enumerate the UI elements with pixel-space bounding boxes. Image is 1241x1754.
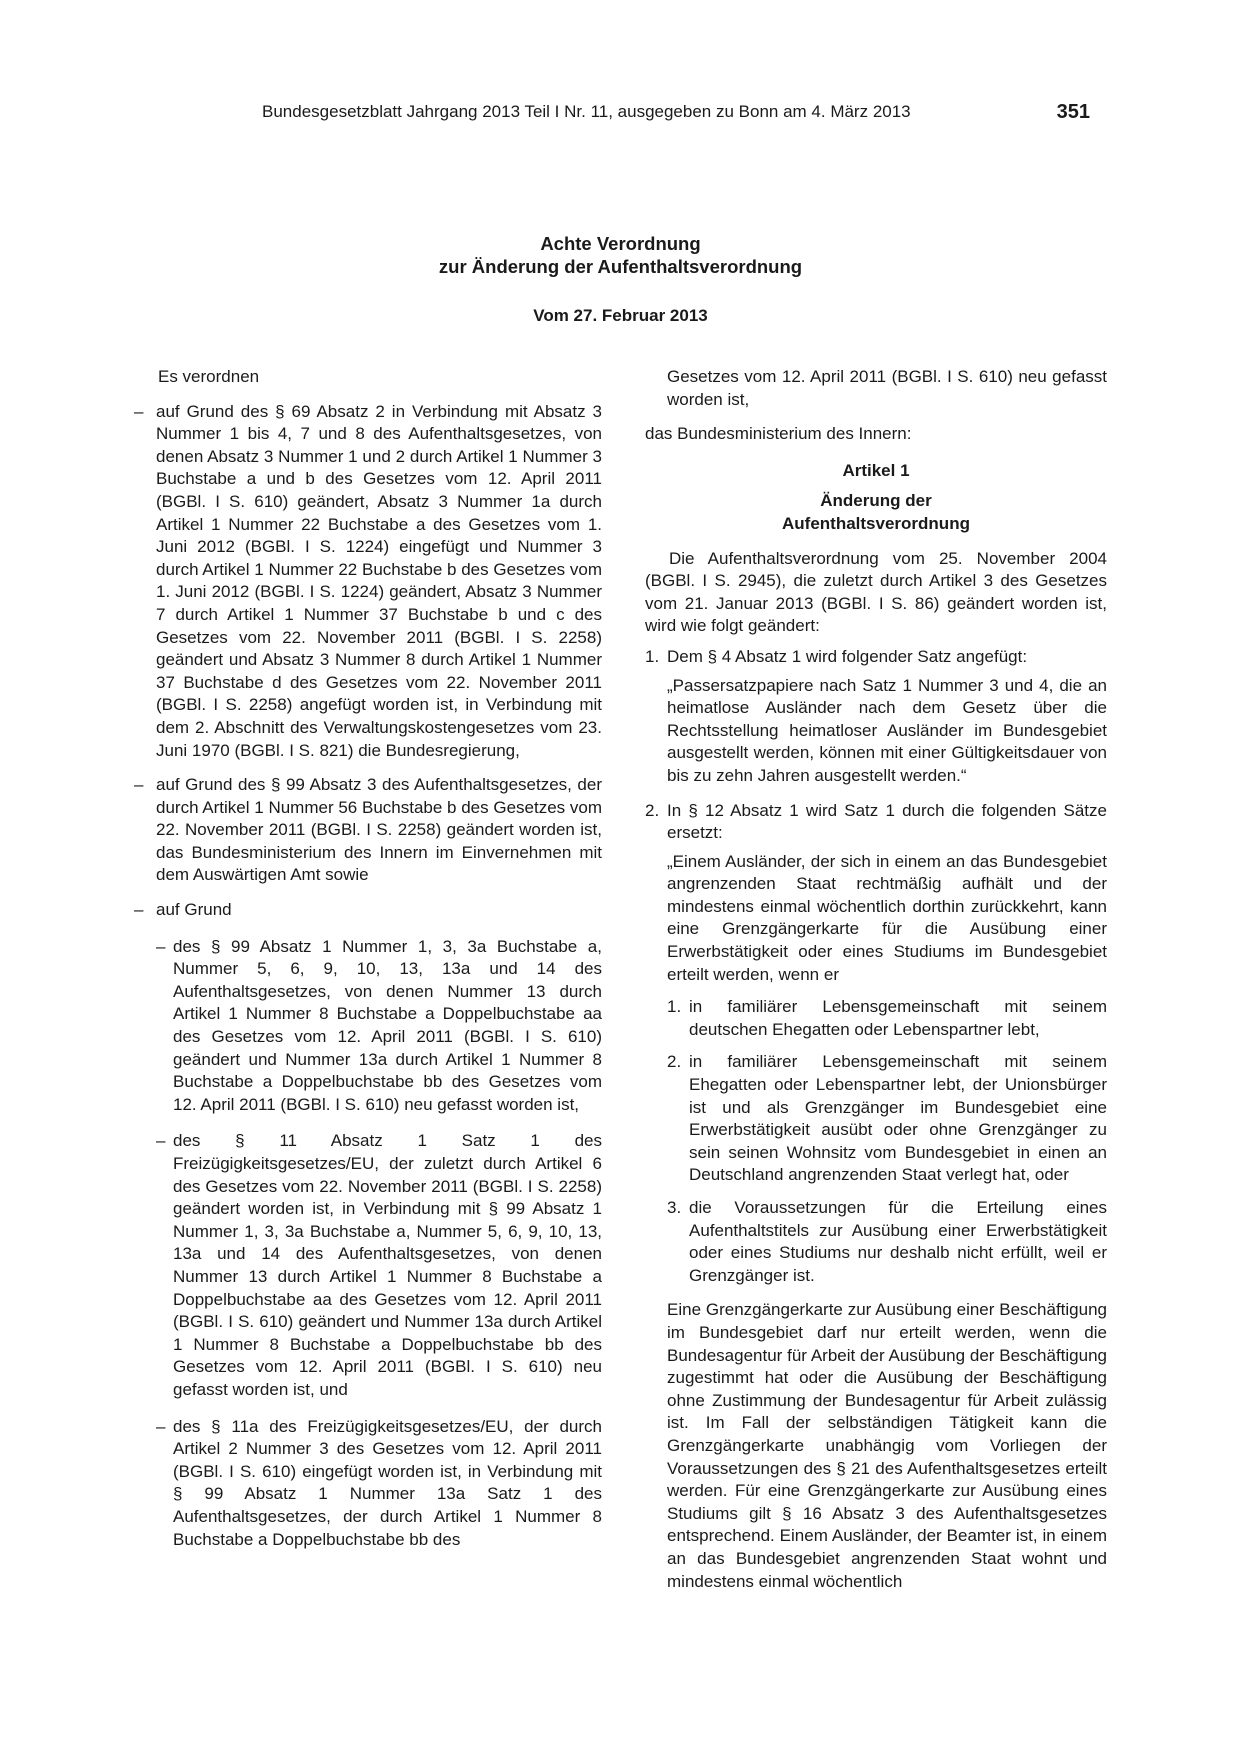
dash-marker: – <box>134 401 144 421</box>
authority-sub-item <box>156 936 602 1117</box>
article-title: Artikel 1 <box>842 460 910 480</box>
authority-sub-list <box>156 936 602 1551</box>
issuing-ministry: das Bundesministerium des Innern: <box>645 424 912 444</box>
quote-list-item <box>667 996 1107 1041</box>
authority-item <box>134 401 602 763</box>
amendment-instruction: Dem § 4 Absatz 1 wird folgender Satz angefügt: <box>667 646 1028 666</box>
item-number: 1. <box>645 646 660 666</box>
quote-list-text: die Voraussetzungen für die Erteilung eines Aufenthaltstitels zur Ausübung einer Erwerbstätigkeit oder eines Studiums nur deshalb nicht erfüllt, weil er Grenzgänger ist. <box>689 1198 1107 1285</box>
authority-item <box>134 899 602 922</box>
authority-sub-item <box>156 1130 602 1401</box>
quote-list-item <box>667 1197 1107 1287</box>
preamble-intro: Es verordnen <box>158 367 260 386</box>
amendment-quote: „Passersatzpapiere nach Satz 1 Nummer 3 und 4, die an heimatlose Ausländer nach dem Gesetz über die Rechtsstellung heimatloser Ausländer im Bundesgebiet ausgestellt werden, können mit einer Gültigkeitsdauer von bis zu zehn Jahren ausgestellt werden.“ <box>667 675 1107 785</box>
authority-sub-item <box>156 1416 602 1552</box>
item-number: 2. <box>667 1052 682 1072</box>
amendment-item <box>645 800 1107 845</box>
article-intro: Die Aufenthaltsverordnung vom 25. November 2004 (BGBl. I S. 2945), die zuletzt durch Artikel 3 des Gesetzes vom 21. Januar 2013 (BGBl. I S. 86) geändert worden ist, wird wie folgt geändert: <box>645 548 1107 636</box>
amendment-instruction: In § 12 Absatz 1 wird Satz 1 durch die folgenden Sätze ersetzt: <box>667 800 1107 843</box>
left-column <box>134 366 602 1551</box>
authority-continuation: Gesetzes vom 12. April 2011 (BGBl. I S. 610) neu gefasst worden ist, <box>667 367 1107 409</box>
amendment-item <box>645 646 1107 669</box>
ordinance-date: Vom 27. Februar 2013 <box>533 306 708 325</box>
item-number: 3. <box>667 1198 682 1217</box>
authority-sub-text: des § 11a des Freizügigkeitsgesetzes/EU, der durch Artikel 2 Nummer 3 des Gesetzes vom 12. April 2011 (BGBl. I S. 610) eingefügt worden ist, in Verbindung mit § 99 Absatz 1 Nummer 13a Satz 1 des Aufenthaltsgesetzes, der durch Artikel 1 Nummer 8 Buchstabe a Doppelbuchstabe bb des <box>173 1416 602 1549</box>
amendment-quote: „Einem Ausländer, der sich in einem an das Bundesgebiet angrenzenden Staat rechtmäßig aufhält und der mindestens einmal wöchentlich dorthin zurückkehrt, kann eine Grenzgängerkarte für die Ausübung einer Erwerbstätigkeit oder eines Studiums im Bundesgebiet erteilt werden, wenn er <box>667 851 1107 984</box>
authority-text: auf Grund des § 69 Absatz 2 in Verbindung mit Absatz 3 Nummer 1 bis 4, 7 und 8 des Aufenthaltsgesetzes, von denen Absatz 3 Nummer 1 und 2 durch Artikel 1 Nummer 3 Buchstabe a und b des Gesetzes vom 12. April 2011 (BGBl. I S. 610) geändert, Absatz 3 Nummer 1a durch Artikel 1 Nummer 22 Buchstabe a des Gesetzes vom 1. Juni 2012 (BGBl. I S. 1224) eingefügt und Nummer 3 durch Artikel 1 Nummer 22 Buchstabe b des Gesetzes vom 1. Juni 2012 (BGBl. I S. 1224) geändert, Absatz 3 Nummer 7 durch Artikel 1 Nummer 37 Buchstabe b und c des Gesetzes vom 22. November 2011 (BGBl. I S. 2258) geändert und Absatz 3 Nummer 8 durch Artikel 1 Nummer 37 Buchstabe d des Gesetzes vom 22. November 2011 (BGBl. I S. 2258) angefügt worden ist, in Verbindung mit dem 2. Abschnitt des Verwaltungskostengesetzes vom 23. Juni 1970 (BGBl. I S. 821) die Bundesregierung, <box>156 401 602 760</box>
authority-sub-text: des § 99 Absatz 1 Nummer 1, 3, 3a Buchstabe a, Nummer 5, 6, 9, 10, 13, 13a und 14 des Aufenthaltsgesetzes, von denen Nummer 13 durch Artikel 1 Nummer 8 Buchstabe a Doppelbuchstabe aa des Gesetzes vom 12. April 2011 (BGBl. I S. 610) geändert und Nummer 13a durch Artikel 1 Nummer 8 Buchstabe a Doppelbuchstabe bb des Gesetzes vom 12. April 2011 (BGBl. I S. 610) neu gefasst worden ist, <box>173 936 602 1114</box>
authority-item <box>134 774 602 887</box>
quote-list-text: in familiärer Lebensgemeinschaft mit seinem deutschen Ehegatten oder Lebenspartner lebt, <box>689 997 1107 1039</box>
article-heading-2: Aufenthaltsverordnung <box>782 513 970 533</box>
title-line-2: zur Änderung der Aufenthaltsverordnung <box>438 256 803 277</box>
authority-text: auf Grund <box>156 900 232 920</box>
quote-list-text: in familiärer Lebensgemeinschaft mit seinem Ehegatten oder Lebenspartner lebt, der Unionsbürger ist und als Grenzgänger im Bundesgebiet eine Erwerbstätigkeit ausübt oder ohne Grenzgänger zu sein seinen Wohnsitz vom Bundesgebiet in einen an Deutschland angrenzenden Staat verlegt hat, oder <box>689 1052 1107 1185</box>
dash-marker: – <box>134 900 144 920</box>
item-number: 1. <box>667 997 682 1017</box>
article-heading-1: Änderung der <box>820 491 932 511</box>
dash-marker: – <box>156 936 166 956</box>
quote-closing-paragraph: Eine Grenzgängerkarte zur Ausübung einer Beschäftigung im Bundesgebiet darf nur erteilt werden, wenn die Bundesagentur für Arbeit der Ausübung der Beschäftigung zugestimmt hat oder die Ausübung der Beschäftigung ohne Zustimmung der Bundesagentur für Arbeit zulässig ist. Im Fall der selbständigen Tätigkeit kann die Grenzgängerkarte unabhängig vom Vorliegen der Voraussetzungen des § 21 des Aufenthaltsgesetzes erteilt werden. Für eine Grenzgängerkarte zur Ausübung eines Studiums gilt § 16 Absatz 3 des Aufenthaltsgesetzes entsprechend. Einem Ausländer, der Beamter ist, in einem an das Bundesgebiet angrenzenden Staat wohnt und mindestens einmal wöchentlich <box>667 1300 1107 1591</box>
authority-sub-text: des § 11 Absatz 1 Satz 1 des Freizügigkeitsgesetzes/EU, der zuletzt durch Artikel 6 des Gesetzes vom 22. November 2011 (BGBl. I S. 2258) geändert worden ist, in Verbindung mit § 99 Absatz 1 Nummer 1, 3, 3a Buchstabe a, Nummer 5, 6, 9, 10, 13, 13a und 14 des Aufenthaltsgesetzes, von denen Nummer 13 durch Artikel 1 Nummer 8 Buchstabe a Doppelbuchstabe aa des Gesetzes vom 12. April 2011 (BGBl. I S. 610) geändert und Nummer 13a durch Artikel 1 Nummer 8 Buchstabe a Doppelbuchstabe bb des Gesetzes vom 12. April 2011 (BGBl. I S. 610) neu gefasst worden ist, und <box>173 1131 602 1399</box>
dash-marker: – <box>156 1416 166 1436</box>
item-number: 2. <box>645 800 660 820</box>
page-header <box>140 98 1101 126</box>
quote-list-item <box>667 1051 1107 1187</box>
running-header: Bundesgesetzblatt Jahrgang 2013 Teil I Nr. 11, ausgegeben zu Bonn am 4. März 2013 <box>262 102 911 121</box>
dash-marker: – <box>134 775 144 795</box>
right-column <box>645 366 1107 1593</box>
dash-marker: – <box>156 1131 166 1151</box>
title-line-1: Achte Verordnung <box>540 233 701 254</box>
page-number: 351 <box>1056 101 1090 123</box>
title-block <box>0 232 1241 327</box>
authority-text: auf Grund des § 99 Absatz 3 des Aufenthaltsgesetzes, der durch Artikel 1 Nummer 56 Buchstabe b des Gesetzes vom 22. November 2011 (BGBl. I S. 2258) geändert worden ist, das Bundesministerium des Innern im Einvernehmen mit dem Auswärtigen Amt sowie <box>156 775 602 885</box>
